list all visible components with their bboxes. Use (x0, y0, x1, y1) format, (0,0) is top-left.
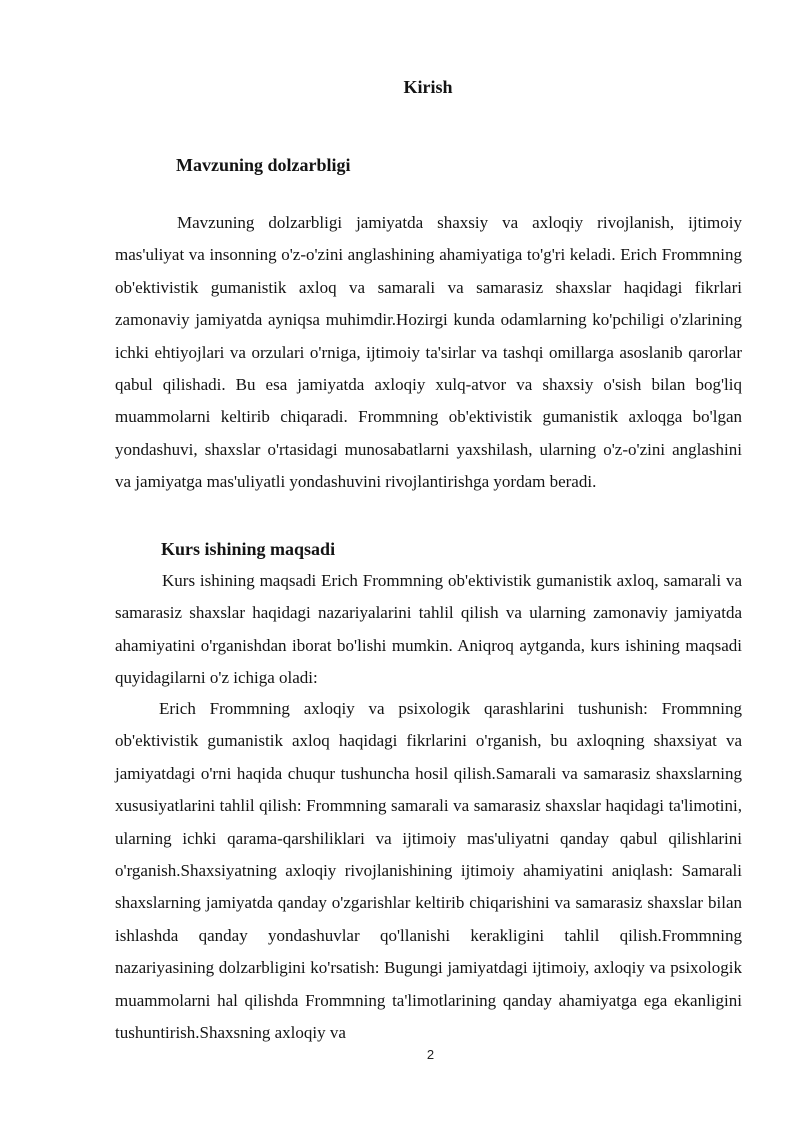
page-number: 2 (426, 1047, 435, 1062)
relevance-paragraph: Mavzuning dolzarbligi jamiyatda shaxsiy va axloqiy rivojlanish, ijtimoiy mas'uliyat va insonning o'z-o'zini anglashining ahamiyatiga to'g'ri keladi. Erich Frommning ob'ektivistik gumanistik axloq va samarali va samarasiz shaxslar haqidagi fikrlari zamonaviy jamiyatda ayniqsa muhimdir.Hozirgi kunda odamlarning ko'pchiligi o'zlarining ichki ehtiyojlari va orzulari o'rniga, ijtimoiy ta'sirlar va tashqi omillarga asoslanib qarorlar qabul qilishadi. Bu esa jamiyatda axloqiy xulq-atvor va shaxsiy o'sish bilan bog'liq muammolarni keltirib chiqaradi. Frommning ob'ektivistik gumanistik axloqga bo'lgan yondashuvi, shaxslar o'rtasidagi munosabatlarni yaxshilash, ularning o'z-o'zini anglashini va jamiyatga mas'uliyatli yondashuvini rivojlantirishga yordam beradi. (115, 213, 742, 492)
goal-details-paragraph: Erich Frommning axloqiy va psixologik qarashlarini tushunish: Frommning ob'ektivistik gumanistik axloq haqidagi fikrlarini o'rganish, bu axloqning shaxsiyat va jamiyatdagi o'rni haqida chuqur tushuncha hosil qilish.Samarali va samarasiz shaxslarning xususiyatlarini tahlil qilish: Frommning samarali va samarasiz shaxslar haqidagi ta'limotini, ularning ichki qarama-qarshiliklari va ijtimoiy mas'uliyatni qanday qabul qilishlarini o'rganish.Shaxsiyatning axloqiy rivojlanishining ijtimoiy ahamiyatini aniqlash: Samarali shaxslarning jamiyatda qanday o'zgarishlar keltirib chiqarishini va samarasiz shaxslar bilan ishlashda qanday yondashuvlar qo'llanishi kerakligini tahlil qilish.Frommning nazariyasining dolzarbligini ko'rsatish: Bugungi jamiyatdagi ijtimoiy, axloqiy va psixologik muammolarni hal qilishda Frommning ta'limotlarining qanday ahamiyatga ega ekanligini tushuntirish.Shaxsning axloqiy va (115, 699, 742, 1043)
page-title: Kirish (403, 77, 453, 97)
section-heading-goal: Kurs ishining maqsadi (161, 539, 336, 559)
section-heading-relevance: Mavzuning dolzarbligi (176, 155, 351, 175)
goal-intro-paragraph: Kurs ishining maqsadi Erich Frommning ob'ektivistik gumanistik axloq, samarali va samarasiz shaxslar haqidagi nazariyalarini tahlil qilish va ularning zamonaviy jamiyatda ahamiyatini o'rganishdan iborat bo'lishi mumkin. Aniqroq aytganda, kurs ishining maqsadi quyidagilarni o'z ichiga oladi: (115, 571, 742, 688)
